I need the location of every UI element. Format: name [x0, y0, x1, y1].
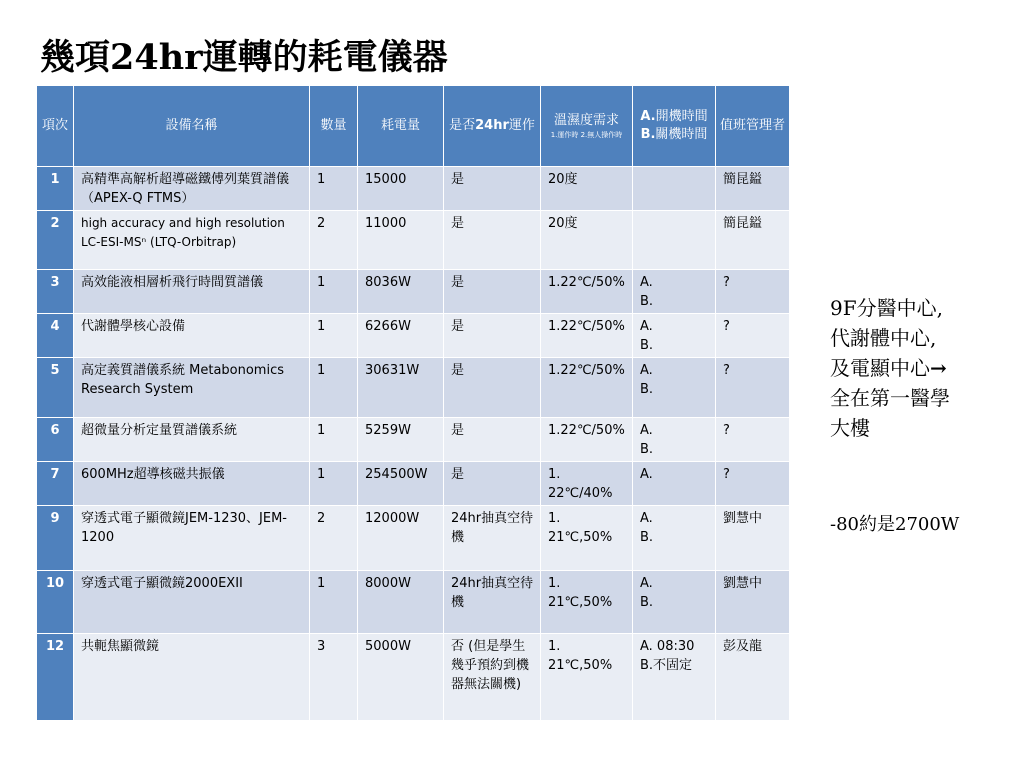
side-note-freezer: -80約是2700W: [830, 514, 960, 535]
cell-on-off-time: A. 08:30 B.不固定: [633, 634, 716, 721]
table-row: [37, 634, 790, 721]
cell-device-name: 高效能液相層析飛行時間質譜儀: [74, 270, 310, 314]
cell-index: 6: [37, 418, 74, 462]
cell-temp-humidity: 1. 21℃,50%: [541, 506, 633, 571]
header-on-off-time: A.開機時間 B.關機時間: [633, 86, 716, 167]
cell-on-off-time: A. B.: [633, 571, 716, 634]
cell-temp-humidity: 20度: [541, 211, 633, 270]
cell-quantity: 3: [310, 634, 358, 721]
cell-index: 10: [37, 571, 74, 634]
cell-on-off-time: A.: [633, 462, 716, 506]
cell-power: 6266W: [358, 314, 444, 358]
cell-device-name: 高定義質譜儀系統 Metabonomics Research System: [74, 358, 310, 418]
cell-temp-humidity: 1. 22℃/40%: [541, 462, 633, 506]
header-index: 項次: [37, 86, 74, 167]
equipment-table: [36, 85, 790, 721]
cell-quantity: 1: [310, 167, 358, 211]
cell-manager: 劉慧中: [716, 506, 790, 571]
cell-manager: 簡昆鎰: [716, 167, 790, 211]
cell-on-off-time: A. B.: [633, 418, 716, 462]
cell-power: 5259W: [358, 418, 444, 462]
cell-24hr: 24hr抽真空待機: [444, 571, 541, 634]
cell-24hr: 是: [444, 418, 541, 462]
cell-24hr: 24hr抽真空待機: [444, 506, 541, 571]
cell-quantity: 1: [310, 418, 358, 462]
cell-temp-humidity: 1.22℃/50%: [541, 418, 633, 462]
cell-on-off-time: [633, 167, 716, 211]
cell-quantity: 2: [310, 211, 358, 270]
cell-on-off-time: [633, 211, 716, 270]
table-row: [37, 270, 790, 314]
table-row: [37, 418, 790, 462]
cell-24hr: 是: [444, 211, 541, 270]
cell-temp-humidity: 1. 21℃,50%: [541, 634, 633, 721]
table-row: [37, 314, 790, 358]
cell-24hr: 是: [444, 358, 541, 418]
cell-device-name: 穿透式電子顯微鏡JEM-1230、JEM-1200: [74, 506, 310, 571]
cell-power: 8036W: [358, 270, 444, 314]
side-note-line: 9F分醫中心,: [830, 296, 943, 320]
cell-power: 12000W: [358, 506, 444, 571]
cell-quantity: 1: [310, 571, 358, 634]
cell-index: 12: [37, 634, 74, 721]
cell-device-name: 代謝體學核心設備: [74, 314, 310, 358]
side-note-line: 及電顯中心→: [830, 356, 947, 380]
cell-manager: 簡昆鎰: [716, 211, 790, 270]
table-row: [37, 571, 790, 634]
cell-temp-humidity: 1.22℃/50%: [541, 358, 633, 418]
cell-24hr: 是: [444, 167, 541, 211]
side-note-line: 代謝體中心,: [830, 326, 937, 350]
cell-manager: 劉慧中: [716, 571, 790, 634]
cell-power: 11000: [358, 211, 444, 270]
slide-title: 幾項24hr運轉的耗電儀器: [40, 37, 448, 78]
cell-temp-humidity: 20度: [541, 167, 633, 211]
cell-power: 8000W: [358, 571, 444, 634]
header-quantity: 數量: [310, 86, 358, 167]
table-row: [37, 506, 790, 571]
right-arrow-icon: →: [930, 356, 947, 380]
cell-temp-humidity: 1. 21℃,50%: [541, 571, 633, 634]
header-power: 耗電量: [358, 86, 444, 167]
cell-power: 15000: [358, 167, 444, 211]
cell-device-name: 穿透式電子顯微鏡2000EXII: [74, 571, 310, 634]
table-row: [37, 462, 790, 506]
cell-index: 5: [37, 358, 74, 418]
cell-manager: ?: [716, 418, 790, 462]
cell-on-off-time: A. B.: [633, 358, 716, 418]
cell-power: 254500W: [358, 462, 444, 506]
cell-on-off-time: A. B.: [633, 314, 716, 358]
cell-24hr: 是: [444, 314, 541, 358]
table-row: [37, 211, 790, 270]
header-device-name: 設備名稱: [74, 86, 310, 167]
side-note-location: [830, 293, 1020, 443]
cell-quantity: 1: [310, 314, 358, 358]
header-row: [37, 86, 790, 167]
cell-index: 3: [37, 270, 74, 314]
header-24hr: 是否24hr運作: [444, 86, 541, 167]
cell-on-off-time: A. B.: [633, 506, 716, 571]
cell-quantity: 1: [310, 358, 358, 418]
header-manager: 值班管理者: [716, 86, 790, 167]
cell-device-name: high accuracy and high resolution LC-ESI-MSⁿ (LTQ-Orbitrap): [74, 211, 310, 270]
cell-index: 1: [37, 167, 74, 211]
cell-manager: ?: [716, 314, 790, 358]
cell-quantity: 2: [310, 506, 358, 571]
cell-device-name: 600MHz超導核磁共振儀: [74, 462, 310, 506]
cell-manager: 彭及龍: [716, 634, 790, 721]
cell-quantity: 1: [310, 270, 358, 314]
cell-on-off-time: A. B.: [633, 270, 716, 314]
cell-24hr: 否 (但是學生幾乎預約到機器無法關機): [444, 634, 541, 721]
cell-manager: ?: [716, 462, 790, 506]
side-note-line: 全在第一醫學: [830, 386, 950, 410]
cell-manager: ?: [716, 358, 790, 418]
table-row: [37, 167, 790, 211]
cell-manager: ?: [716, 270, 790, 314]
cell-index: 9: [37, 506, 74, 571]
cell-device-name: 共軛焦顯微鏡: [74, 634, 310, 721]
cell-device-name: 高精準高解析超導磁鐵傅列葉質譜儀（APEX-Q FTMS）: [74, 167, 310, 211]
header-temp-humidity: 溫濕度需求 1.運作時 2.無人操作時: [541, 86, 633, 167]
cell-quantity: 1: [310, 462, 358, 506]
cell-index: 4: [37, 314, 74, 358]
cell-24hr: 是: [444, 462, 541, 506]
cell-power: 5000W: [358, 634, 444, 721]
cell-device-name: 超微量分析定量質譜儀系統: [74, 418, 310, 462]
cell-temp-humidity: 1.22℃/50%: [541, 314, 633, 358]
cell-power: 30631W: [358, 358, 444, 418]
side-note-line: 大樓: [830, 416, 870, 440]
table-row: [37, 358, 790, 418]
cell-24hr: 是: [444, 270, 541, 314]
cell-index: 2: [37, 211, 74, 270]
cell-index: 7: [37, 462, 74, 506]
cell-temp-humidity: 1.22℃/50%: [541, 270, 633, 314]
